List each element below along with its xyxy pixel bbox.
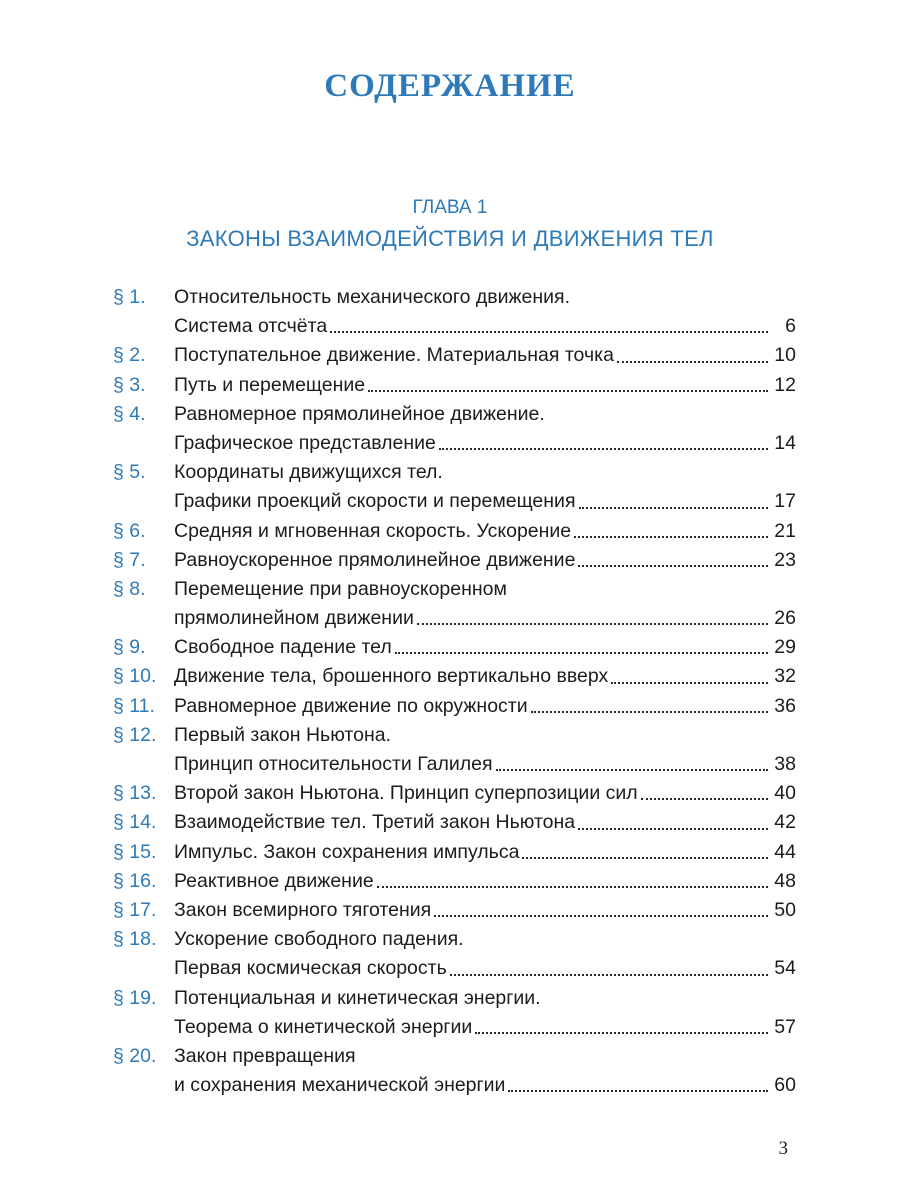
section-number: § 17. [113, 898, 157, 921]
section-number: § 13. [113, 782, 157, 805]
page-reference: 54 [774, 957, 796, 980]
toc-entry[interactable] [113, 721, 796, 779]
section-title: Графическое представление [174, 431, 436, 454]
dot-leader [439, 448, 768, 450]
toc-line [113, 575, 796, 604]
toc-entry[interactable] [113, 867, 796, 896]
toc-line [113, 896, 796, 925]
toc-entry[interactable] [113, 546, 796, 575]
section-number: § 16. [113, 869, 157, 892]
dot-leader [579, 507, 768, 509]
section-title: Принцип относительности Галилея [174, 753, 493, 775]
section-number: § 5. [113, 461, 146, 484]
page-reference: 23 [774, 548, 796, 571]
toc-entry[interactable] [113, 283, 796, 341]
toc-entry[interactable] [113, 662, 796, 691]
section-number: § 15. [113, 840, 157, 863]
page-reference: 60 [774, 1074, 796, 1097]
toc-line [113, 662, 796, 691]
section-number: § 4. [113, 402, 146, 425]
toc-line [113, 1042, 796, 1071]
section-title: Перемещение при равноускоренном [174, 577, 507, 600]
toc-entry[interactable] [113, 1042, 796, 1100]
section-title: Путь и перемещение [174, 373, 366, 396]
section-number: § 3. [113, 373, 146, 396]
toc-entry[interactable] [113, 808, 796, 837]
dot-leader [450, 974, 768, 976]
section-number: § 2. [113, 344, 146, 367]
section-title: Закон превращения [174, 1044, 356, 1067]
toc-line [113, 984, 796, 1013]
page-number: 3 [778, 1138, 788, 1159]
page-reference: 17 [774, 490, 796, 513]
page-reference: 6 [785, 315, 796, 338]
section-title: Реактивное движение [174, 869, 374, 892]
section-number: § 12. [113, 723, 157, 746]
toc-line [113, 750, 796, 779]
toc-entry[interactable] [113, 984, 796, 1042]
toc-line [113, 312, 796, 341]
section-title: Первый закон Ньютона. [174, 723, 391, 746]
section-title: Взаимодействие тел. Третий закон Ньютона [174, 811, 576, 834]
section-title: Импульс. Закон сохранения импульса [174, 840, 520, 863]
toc-entry[interactable] [113, 838, 796, 867]
toc-line [113, 371, 796, 400]
section-title: Равномерное прямолинейное движение. [174, 402, 545, 425]
section-title: Равномерное движение по окружности [174, 694, 528, 717]
toc-entry[interactable] [113, 517, 796, 546]
toc-line [113, 429, 796, 458]
section-title: Закон всемирного тяготения [174, 898, 432, 921]
toc-entry[interactable] [113, 692, 796, 721]
toc-entry[interactable] [113, 633, 796, 662]
dot-leader [578, 565, 768, 567]
section-title: Ускорение свободного падения. [174, 928, 464, 951]
dot-leader [368, 390, 768, 392]
toc-entry[interactable] [113, 371, 796, 400]
page-reference: 48 [774, 869, 796, 892]
toc-line [113, 517, 796, 546]
section-title: Относительность механического движения. [174, 286, 570, 308]
toc-line [113, 283, 796, 312]
toc-line [113, 487, 796, 516]
section-title: Первая космическая скорость [174, 957, 447, 980]
toc-entry[interactable] [113, 400, 796, 458]
toc-entry[interactable] [113, 779, 796, 808]
toc-entry[interactable] [113, 341, 796, 370]
toc-line [113, 867, 796, 896]
section-title: Поступательное движение. Материальная точка [174, 344, 614, 367]
section-number: § 1. [113, 286, 146, 308]
chapter-number: ГЛАВА 1 [412, 197, 488, 218]
page-reference: 21 [774, 519, 796, 542]
page-reference: 14 [774, 431, 796, 454]
dot-leader [434, 915, 768, 917]
page-reference: 32 [774, 665, 796, 688]
toc-line [113, 779, 796, 808]
dot-leader [496, 769, 768, 771]
toc-line [113, 808, 796, 837]
dot-leader [475, 1032, 768, 1034]
section-title: Равноускоренное прямолинейное движение [174, 548, 576, 571]
toc-line [113, 692, 796, 721]
page-reference: 40 [774, 782, 796, 805]
page-reference: 29 [774, 636, 796, 659]
chapter-title: ЗАКОНЫ ВЗАИМОДЕЙСТВИЯ И ДВИЖЕНИЯ ТЕЛ [186, 226, 714, 251]
page-reference: 12 [774, 373, 796, 396]
page-reference: 50 [774, 898, 796, 921]
toc-line [113, 341, 796, 370]
section-title: Свободное падение тел [174, 636, 392, 659]
section-number: § 6. [113, 519, 146, 542]
toc-entry[interactable] [113, 458, 796, 516]
toc-line [113, 604, 796, 633]
dot-leader [617, 361, 768, 363]
toc-line [113, 633, 796, 662]
section-title: Графики проекций скорости и перемещения [174, 490, 576, 513]
page-reference: 57 [774, 1015, 796, 1038]
page-reference: 38 [774, 753, 796, 775]
section-title: Система отсчёта [174, 315, 328, 338]
toc-line [113, 400, 796, 429]
page-reference: 44 [774, 840, 796, 863]
toc-line [113, 838, 796, 867]
toc-line [113, 954, 796, 983]
toc-entry[interactable] [113, 575, 796, 633]
dot-leader [417, 623, 768, 625]
toc-line [113, 458, 796, 487]
toc-entry[interactable] [113, 925, 796, 983]
dot-leader [508, 1090, 768, 1092]
section-title: и сохранения механической энергии [174, 1074, 506, 1097]
section-number: § 9. [113, 636, 146, 659]
toc-line [113, 1013, 796, 1042]
dot-leader [578, 828, 768, 830]
toc-entry[interactable] [113, 896, 796, 925]
section-number: § 7. [113, 548, 146, 571]
section-number: § 19. [113, 986, 157, 1009]
page-reference: 36 [774, 694, 796, 717]
toc-line [113, 546, 796, 575]
section-number: § 14. [113, 811, 157, 834]
section-title: прямолинейном движении [174, 607, 414, 630]
section-title: Потенциальная и кинетическая энергии. [174, 986, 541, 1009]
section-number: § 8. [113, 577, 146, 600]
section-title: Средняя и мгновенная скорость. Ускорение [174, 519, 572, 542]
dot-leader [522, 857, 768, 859]
toc-line [113, 925, 796, 954]
section-number: § 10. [113, 665, 157, 688]
section-number: § 18. [113, 928, 157, 951]
dot-leader [395, 652, 768, 654]
section-number: § 20. [113, 1044, 157, 1067]
section-title: Движение тела, брошенного вертикально вверх [174, 665, 609, 688]
page-reference: 26 [774, 607, 796, 630]
table-of-contents [113, 283, 796, 1100]
section-title: Координаты движущихся тел. [174, 461, 443, 484]
section-title: Теорема о кинетической энергии [174, 1015, 473, 1038]
page-title: СОДЕРЖАНИЕ [324, 68, 576, 104]
dot-leader [330, 331, 768, 333]
dot-leader [611, 682, 768, 684]
section-number: § 11. [113, 694, 155, 717]
dot-leader [574, 536, 768, 538]
dot-leader [641, 798, 768, 800]
page-reference: 10 [774, 344, 796, 367]
dot-leader [377, 886, 768, 888]
toc-line [113, 721, 796, 750]
dot-leader [531, 711, 768, 713]
page-reference: 42 [774, 811, 796, 834]
toc-line [113, 1071, 796, 1100]
section-title: Второй закон Ньютона. Принцип суперпозиции сил [174, 782, 638, 805]
